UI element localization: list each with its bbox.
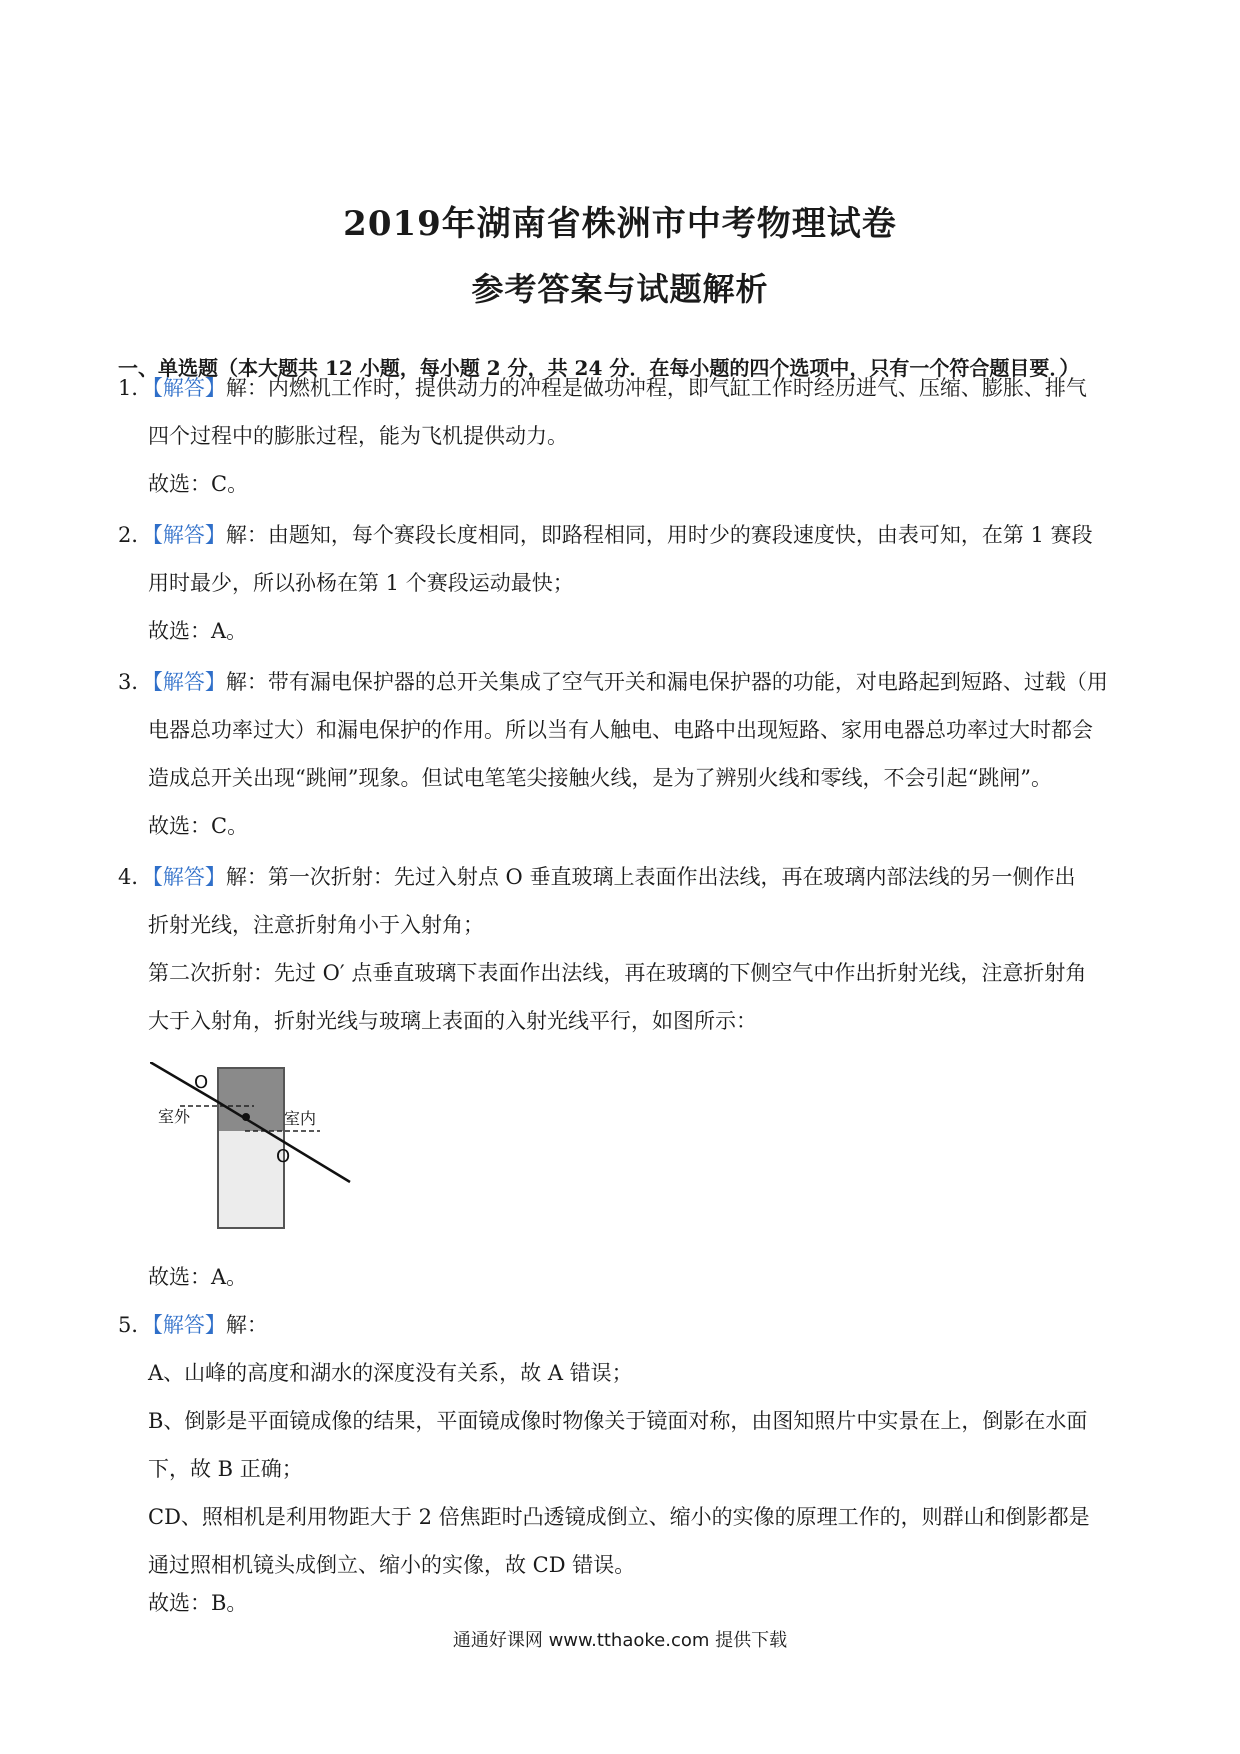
question-5-line-2: A、山峰的高度和湖水的深度没有关系，故 A 错误；: [148, 1361, 633, 1385]
question-2-line-1: [118, 520, 1093, 550]
question-3-line-1: [118, 667, 1108, 697]
question-1-answer: 故选：C。: [148, 472, 249, 496]
label-inside: 室内: [284, 1109, 317, 1128]
question-3-answer: 故选：C。: [148, 814, 249, 838]
question-2-line-2: 用时最少，所以孙杨在第 1 个赛段运动最快；: [148, 571, 574, 595]
question-5-line-3: B、倒影是平面镜成像的结果，平面镜成像时物像关于镜面对称，由图知照片中实景在上，倒影在水面: [148, 1409, 1088, 1433]
question-3-line-2: 电器总功率过大）和漏电保护的作用。所以当有人触电、电路中出现短路、家用电器总功率过大时都会: [148, 718, 1093, 742]
answer-tag: 【解答】: [152, 670, 226, 694]
question-5-line-6: 通过照相机镜头成倒立、缩小的实像，故 CD 错误。: [148, 1553, 636, 1577]
label-outside: 室外: [158, 1107, 191, 1126]
question-number: 1．: [118, 376, 153, 400]
page-title: 2019年湖南省株洲市中考物理试卷: [343, 204, 897, 244]
question-text: 解：: [225, 1313, 268, 1337]
question-4-line-3: 第二次折射：先过 O′ 点垂直玻璃下表面作出法线，再在玻璃的下侧空气中作出折射光线，注意折射角: [148, 961, 1087, 985]
question-number: 2．: [118, 523, 153, 547]
question-text: 解：带有漏电保护器的总开关集成了空气开关和漏电保护器的功能，对电路起到短路、过载（用: [225, 670, 1108, 694]
question-3-line-3: 造成总开关出现“跳闸”现象。但试电笔笔尖接触火线，是为了辨别火线和零线，不会引起“跳闸”。: [148, 766, 1052, 790]
answer-tag: 【解答】: [152, 523, 226, 547]
question-5-line-4: 下，故 B 正确；: [148, 1457, 303, 1481]
answer-tag: 【解答】: [152, 1313, 226, 1337]
glass-lower-region: [219, 1131, 283, 1227]
section-heading: 一、单选题（本大题共 12 小题，每小题 2 分，共 24 分．在每小题的四个选项中，只有一个符合题目要．）: [118, 356, 1080, 380]
label-o-prime: O: [276, 1146, 291, 1167]
answer-tag: 【解答】: [152, 376, 226, 400]
question-5-answer: 故选：B。: [148, 1591, 248, 1615]
question-4-answer: 故选：A。: [148, 1265, 248, 1289]
question-number: 3．: [118, 670, 153, 694]
question-5-line-1: [118, 1310, 268, 1340]
label-o: O: [194, 1072, 209, 1093]
question-1-line-1: [118, 373, 1087, 403]
page-subtitle: 参考答案与试题解析: [471, 270, 769, 308]
question-5-line-5: CD、照相机是利用物距大于 2 倍焦距时凸透镜成倒立、缩小的实像的原理工作的，则群山和倒影都是: [148, 1505, 1090, 1529]
refraction-diagram: [150, 1062, 360, 1232]
page-footer: 通通好课网 www.tthaoke.com 提供下载: [452, 1630, 788, 1651]
ray-point: [242, 1113, 250, 1121]
question-text: 解：内燃机工作时，提供动力的冲程是做功冲程，即气缸工作时经历进气、压缩、膨胀、排气: [225, 376, 1087, 400]
question-4-line-1: [118, 862, 1075, 892]
question-text: 解：第一次折射：先过入射点 O 垂直玻璃上表面作出法线，再在玻璃内部法线的另一侧作出: [225, 865, 1076, 889]
question-1-line-2: 四个过程中的膨胀过程，能为飞机提供动力。: [148, 424, 568, 448]
question-number: 5．: [118, 1313, 153, 1337]
question-4-line-4: 大于入射角，折射光线与玻璃上表面的入射光线平行，如图所示：: [148, 1009, 757, 1033]
question-text: 解：由题知，每个赛段长度相同，即路程相同，用时少的赛段速度快，由表可知，在第 1 赛段: [225, 523, 1093, 547]
question-4-line-2: 折射光线，注意折射角小于入射角；: [148, 913, 484, 937]
question-number: 4．: [118, 865, 153, 889]
answer-tag: 【解答】: [152, 865, 226, 889]
question-2-answer: 故选：A。: [148, 619, 248, 643]
